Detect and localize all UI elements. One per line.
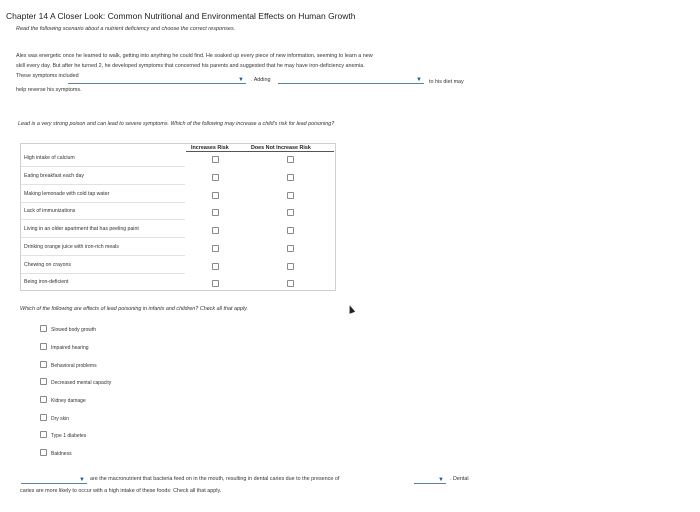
- table-row-label: Chewing on crayons: [24, 262, 72, 268]
- increases-risk-checkbox[interactable]: [212, 227, 219, 234]
- scenario-line-1: Alex was energetic once he learned to walk, getting into anything he could find. He soaked up every piece of new information, seeming to learn a new: [16, 53, 373, 59]
- not-increase-checkbox[interactable]: [287, 245, 294, 252]
- nutrient-dropdown-underline: [278, 83, 424, 84]
- scenario-line-4: help reverse his symptoms.: [16, 87, 82, 93]
- header-divider: [186, 151, 334, 152]
- increases-risk-checkbox[interactable]: [212, 280, 219, 287]
- option-label: Kidney damage: [51, 398, 86, 404]
- not-increase-checkbox[interactable]: [287, 174, 294, 181]
- option-label: Type 1 diabetes: [51, 433, 87, 439]
- scenario-line-3-mid: . Adding: [251, 77, 271, 83]
- row-divider: [21, 202, 185, 203]
- option-label: Decreased mental capacity: [51, 380, 112, 386]
- chevron-down-icon: ▼: [238, 77, 244, 83]
- scenario-line-3-suffix: to his diet may: [429, 79, 464, 85]
- increases-risk-checkbox[interactable]: [212, 263, 219, 270]
- not-increase-checkbox[interactable]: [287, 280, 294, 287]
- checkbox-icon: [40, 325, 47, 332]
- table-row-label: High intake of calcium: [24, 155, 75, 161]
- checkbox-icon: [40, 449, 47, 456]
- table-row-label: Living in an older apartment that has peeling paint: [24, 226, 139, 232]
- checkbox-icon: [40, 378, 47, 385]
- table-row-label: Making lemonade with cold tap water: [24, 191, 110, 197]
- option-label: Behavioral problems: [51, 363, 97, 369]
- checkbox-icon: [40, 361, 47, 368]
- final-question-text-3: caries are more likely to occur with a high intake of these foods: Check all that apply.: [20, 488, 222, 494]
- checkbox-icon: [40, 414, 47, 421]
- option-checkbox[interactable]: [40, 361, 97, 369]
- final-question-text-1: are the macronutrient that bacteria feed on in the mouth, resulting in dental caries due to the presence of: [90, 476, 340, 482]
- option-checkbox[interactable]: [40, 396, 86, 404]
- not-increase-checkbox[interactable]: [287, 263, 294, 270]
- row-divider: [21, 255, 185, 256]
- increases-risk-checkbox[interactable]: [212, 209, 219, 216]
- option-label: Baldness: [51, 451, 72, 457]
- instructions-text: Read the following scenario about a nutrient deficiency and choose the correct responses.: [16, 26, 236, 32]
- not-increase-checkbox[interactable]: [287, 156, 294, 163]
- checkbox-icon: [40, 396, 47, 403]
- increases-risk-checkbox[interactable]: [212, 245, 219, 252]
- lead-question-prompt: Lead is a very strong poison and can lead to severe symptoms. Which of the following may increase a child's risk for lead poisoning?: [18, 121, 335, 127]
- not-increase-checkbox[interactable]: [287, 192, 294, 199]
- option-checkbox[interactable]: [40, 343, 89, 351]
- increases-risk-checkbox[interactable]: [212, 174, 219, 181]
- option-checkbox[interactable]: [40, 414, 69, 422]
- not-increase-checkbox[interactable]: [287, 209, 294, 216]
- chevron-down-icon: ▼: [416, 77, 422, 83]
- caries-cause-dropdown-underline: [414, 483, 446, 484]
- chevron-down-icon: ▼: [438, 477, 444, 483]
- option-label: Dry skin: [51, 416, 70, 422]
- effects-question-prompt: Which of the following are effects of lead poisoning in infants and children? Check all that apply.: [20, 306, 248, 312]
- option-checkbox[interactable]: [40, 325, 96, 333]
- scenario-line-3-prefix: These symptoms included: [16, 73, 79, 79]
- increases-risk-checkbox[interactable]: [212, 192, 219, 199]
- symptoms-dropdown-underline: [68, 83, 246, 84]
- option-checkbox[interactable]: [40, 378, 111, 386]
- row-divider: [21, 237, 185, 238]
- row-divider: [21, 273, 185, 274]
- option-checkbox[interactable]: [40, 431, 86, 439]
- column-header-increases: Increases Risk: [191, 145, 229, 151]
- option-label: Slowed body growth: [51, 327, 97, 333]
- not-increase-checkbox[interactable]: [287, 227, 294, 234]
- final-question-text-2: . Dental: [450, 476, 469, 482]
- column-header-not-increase: Does Not Increase Risk: [251, 145, 311, 151]
- table-row-label: Eating breakfast each day: [24, 173, 84, 179]
- page-title: Chapter 14 A Closer Look: Common Nutritional and Environmental Effects on Human Growth: [6, 11, 356, 21]
- row-divider: [21, 219, 185, 220]
- option-label: Impaired hearing: [51, 345, 89, 351]
- table-row-label: Lack of immunizations: [24, 208, 76, 214]
- macronutrient-dropdown-underline: [21, 483, 87, 484]
- chevron-down-icon: ▼: [79, 477, 85, 483]
- table-row-label: Being iron-deficient: [24, 279, 69, 285]
- checkbox-icon: [40, 343, 47, 350]
- increases-risk-checkbox[interactable]: [212, 156, 219, 163]
- scenario-line-2: skill every day. But after he turned 2, he developed symptoms that concerned his parents and suggested that he may have iron-deficiency anemia.: [16, 63, 365, 69]
- mouse-cursor-icon: [347, 304, 355, 314]
- row-divider: [21, 184, 185, 185]
- option-checkbox[interactable]: [40, 449, 72, 457]
- checkbox-icon: [40, 431, 47, 438]
- table-row-label: Drinking orange juice with iron-rich meals: [24, 244, 119, 250]
- row-divider: [21, 166, 185, 167]
